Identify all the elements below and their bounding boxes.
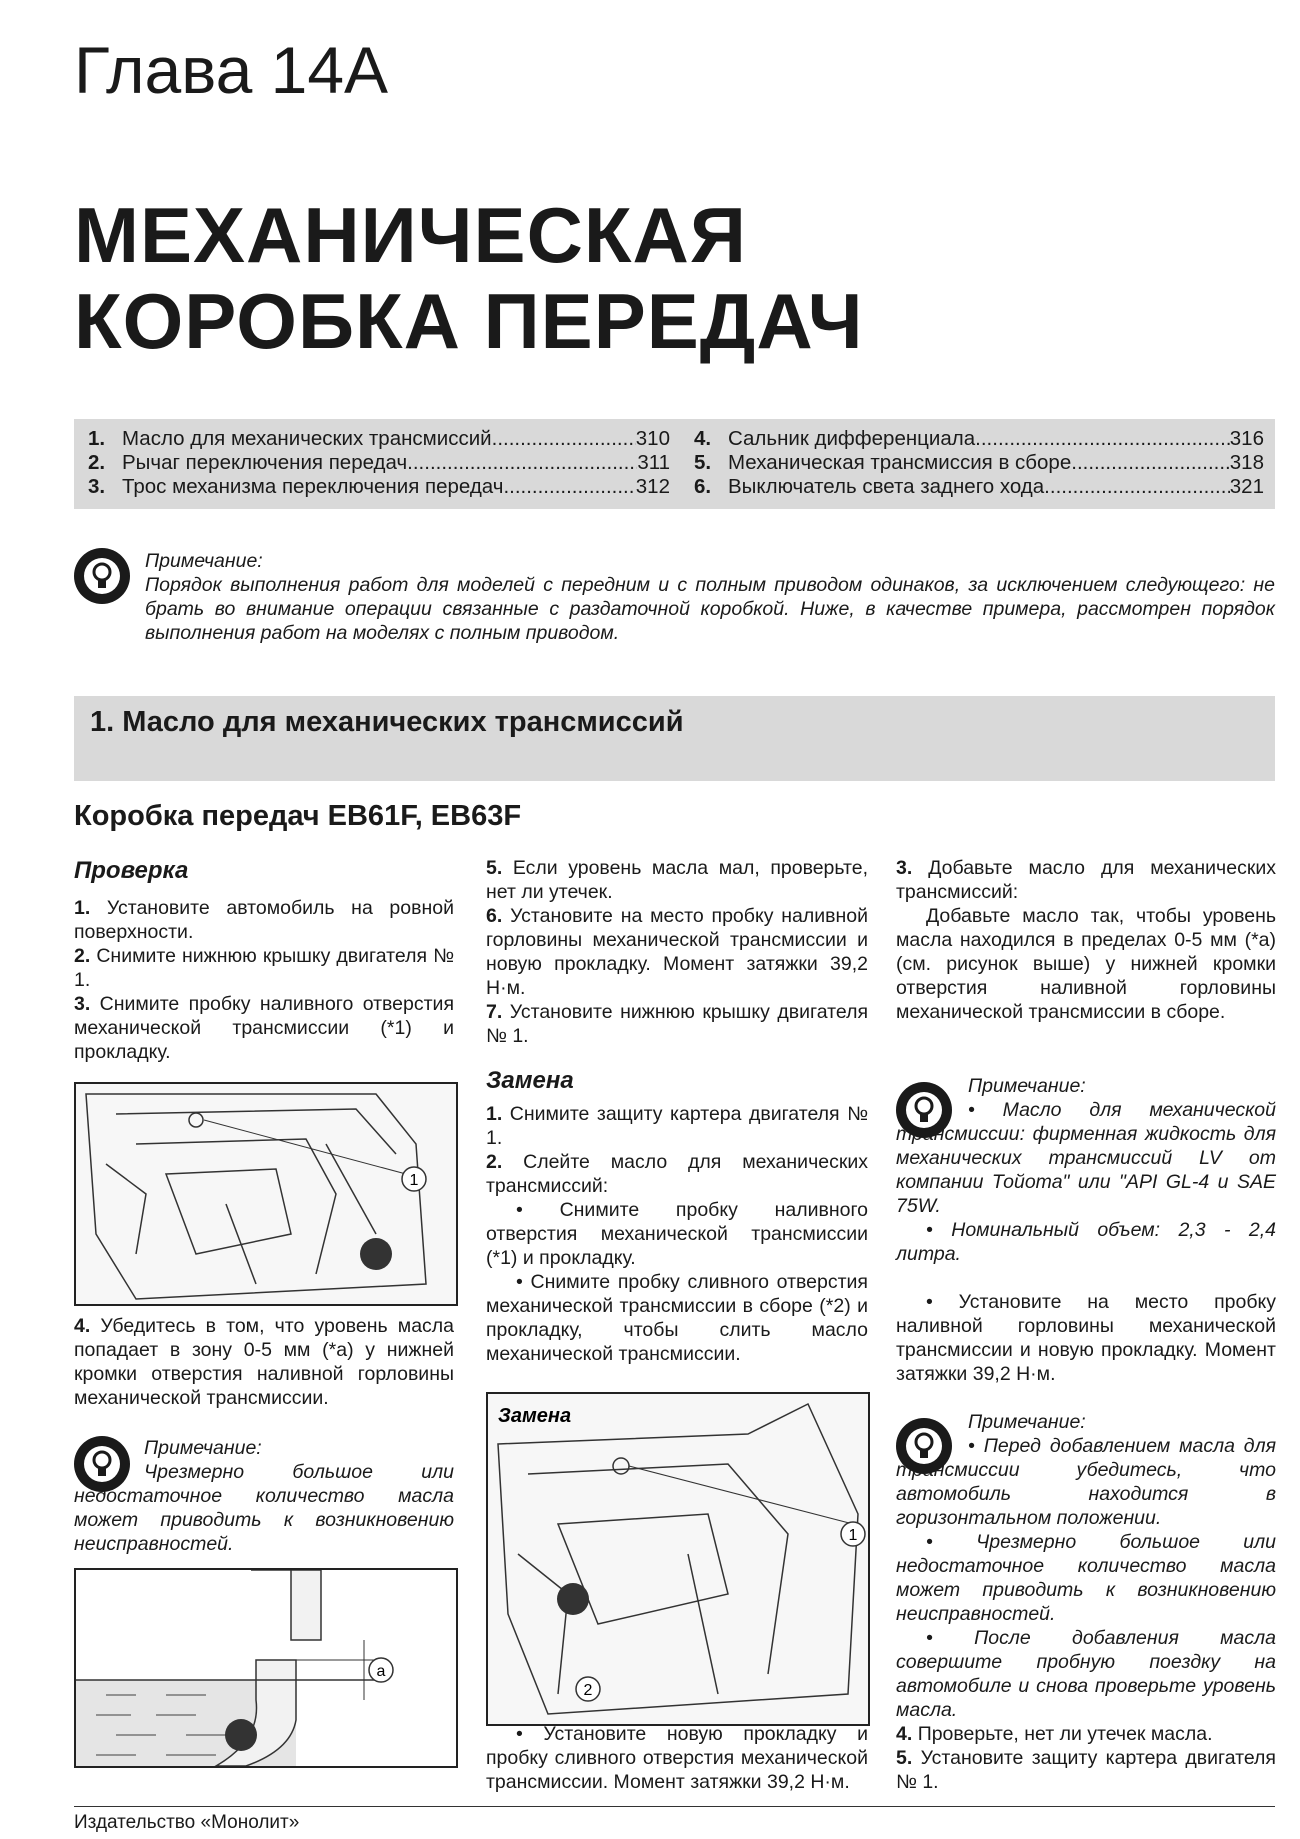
note-bullet: • Чрезмерно большое или недостаточное количество масла может приводить к возникновению неисправностей. (896, 1531, 1276, 1625)
toc-page: 312 (635, 475, 670, 498)
step: 2. Слейте масло для механических трансмиссий: (486, 1151, 868, 1197)
note-label: Примечание: (968, 1075, 1086, 1097)
toc-text: Рычаг переключения передач (122, 451, 408, 474)
note-top (145, 549, 1275, 645)
note-bullet: • После добавления масла совершите пробную поездку на автомобиле и снова проверьте уровень масла. (896, 1627, 1276, 1721)
toc-page: 310 (635, 427, 670, 450)
column-3-install (896, 1290, 1276, 1386)
step: 4. Убедитесь в том, что уровень масла попадает в зону 0-5 мм (*а) у нижней кромки отверстия наливной горловины механической трансмиссии. (74, 1315, 455, 1409)
step: 2. Снимите нижнюю крышку двигателя № 1. (74, 945, 454, 991)
toc-entry[interactable] (694, 451, 1264, 475)
toc-num: 2. (88, 451, 106, 474)
figure-label: Замена (498, 1405, 572, 1427)
toc-page: 321 (1229, 475, 1264, 498)
note-text: Порядок выполнения работ для моделей с передним и с полным приводом одинаков, за исключением следующего: не брать во внимание операции связанные с раздаточной коробкой. Ниже, в качестве примера, рассмотрен порядок выполнения работ на моделях с полным приводом. (145, 574, 1275, 644)
chapter-label: Глава 14А (74, 33, 389, 107)
title-line-1: МЕХАНИЧЕСКАЯ (74, 191, 747, 279)
toc-text: Трос механизма переключения передач (122, 475, 504, 498)
step: 3. Добавьте масло для механических трансмиссий: (896, 857, 1276, 903)
bullet: • Установите на место пробку наливной горловины механической трансмиссии и новую прокладку. Момент затяжки 39,2 Н·м. (896, 1291, 1276, 1385)
figure-transmission-drain (486, 1392, 870, 1726)
column-3-end (896, 1722, 1276, 1794)
toc-num: 4. (694, 427, 712, 450)
paragraph: Добавьте масло так, чтобы уровень масла находился в пределах 0-5 мм (*а) (см. рисунок выше) у нижней кромки отверстия наливной горловины механической трансмиссии в сборе. (896, 905, 1276, 1023)
toc-num: 3. (88, 475, 106, 498)
oil-level-drawing (76, 1570, 456, 1766)
publisher-footer: Издательство «Монолит» (74, 1812, 300, 1833)
column-2-cont (486, 1722, 868, 1794)
toc-entry[interactable] (694, 427, 1264, 451)
step: 7. Установите нижнюю крышку двигателя № 1. (486, 1001, 869, 1047)
transmission-drawing (76, 1084, 456, 1304)
note-label: Примечание: (145, 550, 263, 572)
note-text: Чрезмерно большое или недостаточное количество масла может приводить к возникновению неисправностей. (74, 1461, 454, 1555)
bullet: • Снимите пробку сливного отверстия механической трансмиссии в сборе (*2) и прокладку, чтобы слить масло механической трансмиссии. (486, 1271, 868, 1365)
step: 1. Снимите защиту картера двигателя № 1. (486, 1103, 869, 1149)
toc-text: Масло для механических трансмиссий (122, 427, 492, 450)
table-of-contents (74, 419, 1275, 509)
note-before-adding (896, 1410, 1276, 1722)
column-2 (486, 856, 868, 1366)
note-bullet: • Масло для механической трансмиссии: фирменная жидкость для механических трансмиссий LV от компании Тойота" или "API GL-4 и SAE 75W. (896, 1099, 1276, 1217)
step: 1. Установите автомобиль на ровной поверхности. (74, 897, 454, 943)
step: 5. Установите защиту картера двигателя № 1. (896, 1747, 1276, 1793)
toc-right-column (694, 427, 1264, 499)
toc-num: 5. (694, 451, 712, 474)
toc-text: Механическая трансмиссия в сборе (728, 451, 1072, 474)
front-mark-icon (360, 1238, 392, 1270)
toc-entry[interactable] (88, 427, 670, 451)
callout-label: a (376, 1663, 386, 1680)
title-line-2: КОРОБКА ПЕРЕДАЧ (74, 277, 864, 365)
toc-page: 311 (637, 451, 670, 474)
note-label: Примечание: (968, 1411, 1086, 1433)
footer-divider (74, 1806, 1275, 1807)
front-mark-icon (225, 1719, 257, 1751)
toc-num: 6. (694, 475, 712, 498)
step: 6. Установите на место пробку наливной горловины механической трансмиссии и новую прокладку. Момент затяжки 39,2 Н·м. (486, 905, 869, 999)
toc-text: Выключатель света заднего хода (728, 475, 1045, 498)
step: 5. Если уровень масла мал, проверьте, нет ли утечек. (486, 857, 869, 903)
toc-num: 1. (88, 427, 106, 450)
toc-page: 316 (1229, 427, 1264, 450)
bullet: • Снимите пробку наливного отверстия механической трансмиссии (*1) и прокладку. (486, 1199, 868, 1269)
front-mark-icon (557, 1583, 589, 1615)
heading-replace: Замена (486, 1067, 574, 1094)
toc-page: 318 (1229, 451, 1264, 474)
step: 4. Проверьте, нет ли утечек масла. (896, 1723, 1213, 1745)
figure-oil-level (74, 1568, 458, 1768)
section-title: 1. Масло для механических трансмиссий (90, 706, 684, 738)
toc-text: Сальник дифференциала (728, 427, 976, 450)
note-oil-spec (896, 1074, 1276, 1266)
step: 3. Снимите пробку наливного отверстия механической трансмиссии (*1) и прокладку. (74, 993, 455, 1063)
column-1-cont (74, 1314, 454, 1410)
toc-entry[interactable] (88, 451, 670, 475)
callout-label: 1 (409, 1172, 419, 1189)
note-oil-amount (74, 1436, 454, 1556)
column-1 (74, 856, 454, 1064)
heading-check: Проверка (74, 857, 189, 884)
callout-label: 2 (583, 1682, 593, 1699)
transmission-drain-drawing (488, 1394, 868, 1724)
toc-entry[interactable] (694, 475, 1264, 499)
note-bullet: • Номинальный объем: 2,3 - 2,4 литра. (896, 1219, 1276, 1265)
callout-label: 1 (848, 1527, 858, 1544)
note-label: Примечание: (144, 1437, 262, 1459)
page-title (74, 192, 864, 364)
toc-entry[interactable] (88, 475, 670, 499)
toc-left-column (88, 427, 670, 499)
column-3 (896, 856, 1276, 1024)
subsection-title: Коробка передач EB61F, EB63F (74, 800, 522, 832)
note-bullet: • Перед добавлением масла для трансмиссии убедитесь, что автомобиль находится в горизонтальном положении. (896, 1435, 1276, 1529)
figure-transmission-fill-plug (74, 1082, 458, 1306)
bullet: • Установите новую прокладку и пробку сливного отверстия механической трансмиссии. Момент затяжки 39,2 Н·м. (486, 1723, 868, 1793)
lightbulb-icon (74, 548, 130, 604)
